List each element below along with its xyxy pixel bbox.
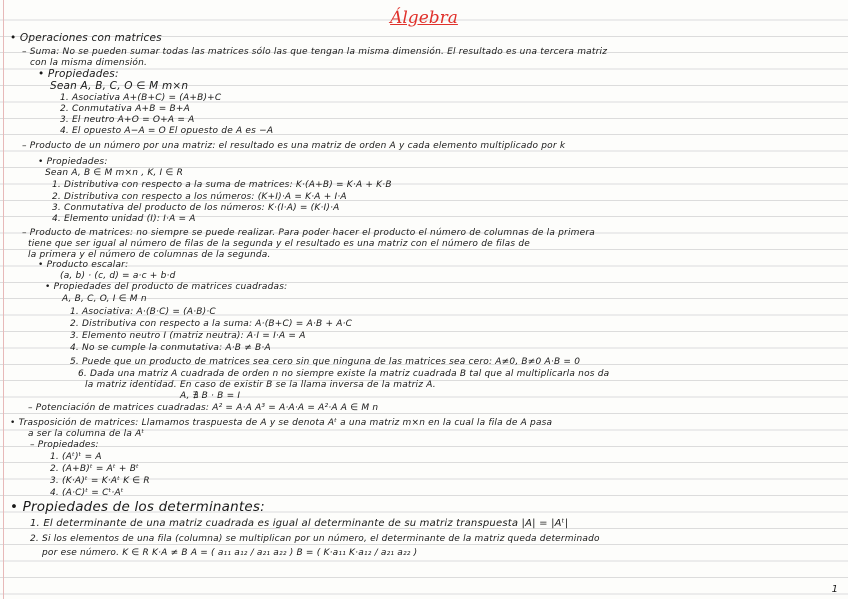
note-line: con la misma dimensión. — [30, 58, 148, 68]
list-item: 4. Elemento unidad (I): I·A = A — [52, 214, 196, 224]
list-item: 2. Distributiva con respecto a los números: (K+I)·A = K·A + I·A — [52, 192, 347, 202]
note-line: – Suma: No se pueden sumar todas las matrices sólo las que tengan la misma dimensión. El resultado es una tercera matriz — [22, 47, 608, 57]
list-item: 1. (Aᵗ)ᵗ = A — [50, 452, 102, 462]
list-item: 2. Conmutativa A+B = B+A — [60, 104, 190, 114]
list-item: 1. El determinante de una matriz cuadrada es igual al determinante de su matriz transpuesta |A| = |Aᵗ| — [30, 518, 569, 529]
section-heading: • Operaciones con matrices — [10, 32, 162, 44]
list-item: 2. Distributiva con respecto a la suma: A·(B+C) = A·B + A·C — [70, 319, 353, 329]
page-number: 1 — [831, 584, 838, 595]
list-item: 2. Si los elementos de una fila (columna) se multiplican por un número, el determinante de la matriz queda determinado — [30, 534, 600, 544]
list-item: 4. El opuesto A−A = O El opuesto de A es −A — [60, 126, 274, 136]
formula: (a, b) · (c, d) = a·c + b·d — [60, 271, 176, 281]
section-heading: • Trasposición de matrices: Llamamos traspuesta de A y se denota Aᵗ a una matriz m×n en la cual la fila de A pasa — [10, 418, 553, 428]
formula: A, ∄ B · B = I — [180, 391, 241, 401]
note-line: Sean A, B, C, O ∈ M m×n — [50, 80, 189, 92]
list-item: 4. No se cumple la conmutativa: A·B ≠ B·A — [70, 343, 271, 353]
page-title: Álgebra — [390, 8, 458, 28]
note-line: – Producto de un número por una matriz: el resultado es una matriz de orden A y cada elemento multiplicado por k — [22, 141, 566, 151]
note-line: a ser la columna de la Aᵗ — [28, 429, 145, 439]
list-item: 6. Dada una matriz A cuadrada de orden n no siempre existe la matriz cuadrada B tal que al multiplicarla nos da — [78, 369, 610, 379]
note-line: la primera y el número de columnas de la segunda. — [28, 250, 271, 260]
subheading: • Propiedades: — [38, 68, 119, 80]
list-item: 4. (A·C)ᵗ = Cᵗ·Aᵗ — [50, 488, 124, 498]
list-item: 3. Elemento neutro I (matriz neutra): A·I = I·A = A — [70, 331, 306, 341]
list-item: 1. Asociativa A+(B+C) = (A+B)+C — [60, 93, 222, 103]
note-line: Sean A, B ∈ M m×n , K, I ∈ R — [45, 168, 184, 178]
list-item: 2. (A+B)ᵗ = Aᵗ + Bᵗ — [50, 464, 139, 474]
note-line: tiene que ser igual al número de filas de la segunda y el resultado es una matriz con el número de filas de — [28, 239, 530, 249]
note-line: la matriz identidad. En caso de existir B se la llama inversa de la matriz A. — [85, 380, 436, 390]
list-item: 1. Asociativa: A·(B·C) = (A·B)·C — [70, 307, 216, 317]
section-heading: • Propiedades de los determinantes: — [10, 499, 265, 515]
list-item: 3. (K·A)ᵗ = K·Aᵗ K ∈ R — [50, 476, 150, 486]
formula: por ese número. K ∈ R K·A ≠ B A = ( a₁₁ a₁₂ / a₂₁ a₂₂ ) B = ( K·a₁₁ K·a₁₂ / a₂₁ a₂₂ ) — [42, 548, 418, 558]
list-item: 3. Conmutativa del producto de los números: K·(I·A) = (K·I)·A — [52, 203, 340, 213]
list-item: 5. Puede que un producto de matrices sea cero sin que ninguna de las matrices sea cero: A≠0, B≠0 A·B = 0 — [70, 357, 581, 367]
subheading: – Propiedades: — [30, 440, 99, 450]
subheading: • Producto escalar: — [38, 260, 129, 270]
list-item: 1. Distributiva con respecto a la suma de matrices: K·(A+B) = K·A + K·B — [52, 180, 392, 190]
list-item: 3. El neutro A+O = O+A = A — [60, 115, 195, 125]
note-line: A, B, C, O, I ∈ M n — [62, 294, 147, 304]
note-line: – Producto de matrices: no siempre se puede realizar. Para poder hacer el producto el número de columnas de la primera — [22, 228, 595, 238]
subheading: • Propiedades: — [38, 157, 108, 167]
note-line: – Potenciación de matrices cuadradas: A² = A·A A³ = A·A·A = A²·A A ∈ M n — [28, 403, 379, 413]
subheading: • Propiedades del producto de matrices cuadradas: — [45, 282, 288, 292]
margin-line — [3, 0, 4, 599]
